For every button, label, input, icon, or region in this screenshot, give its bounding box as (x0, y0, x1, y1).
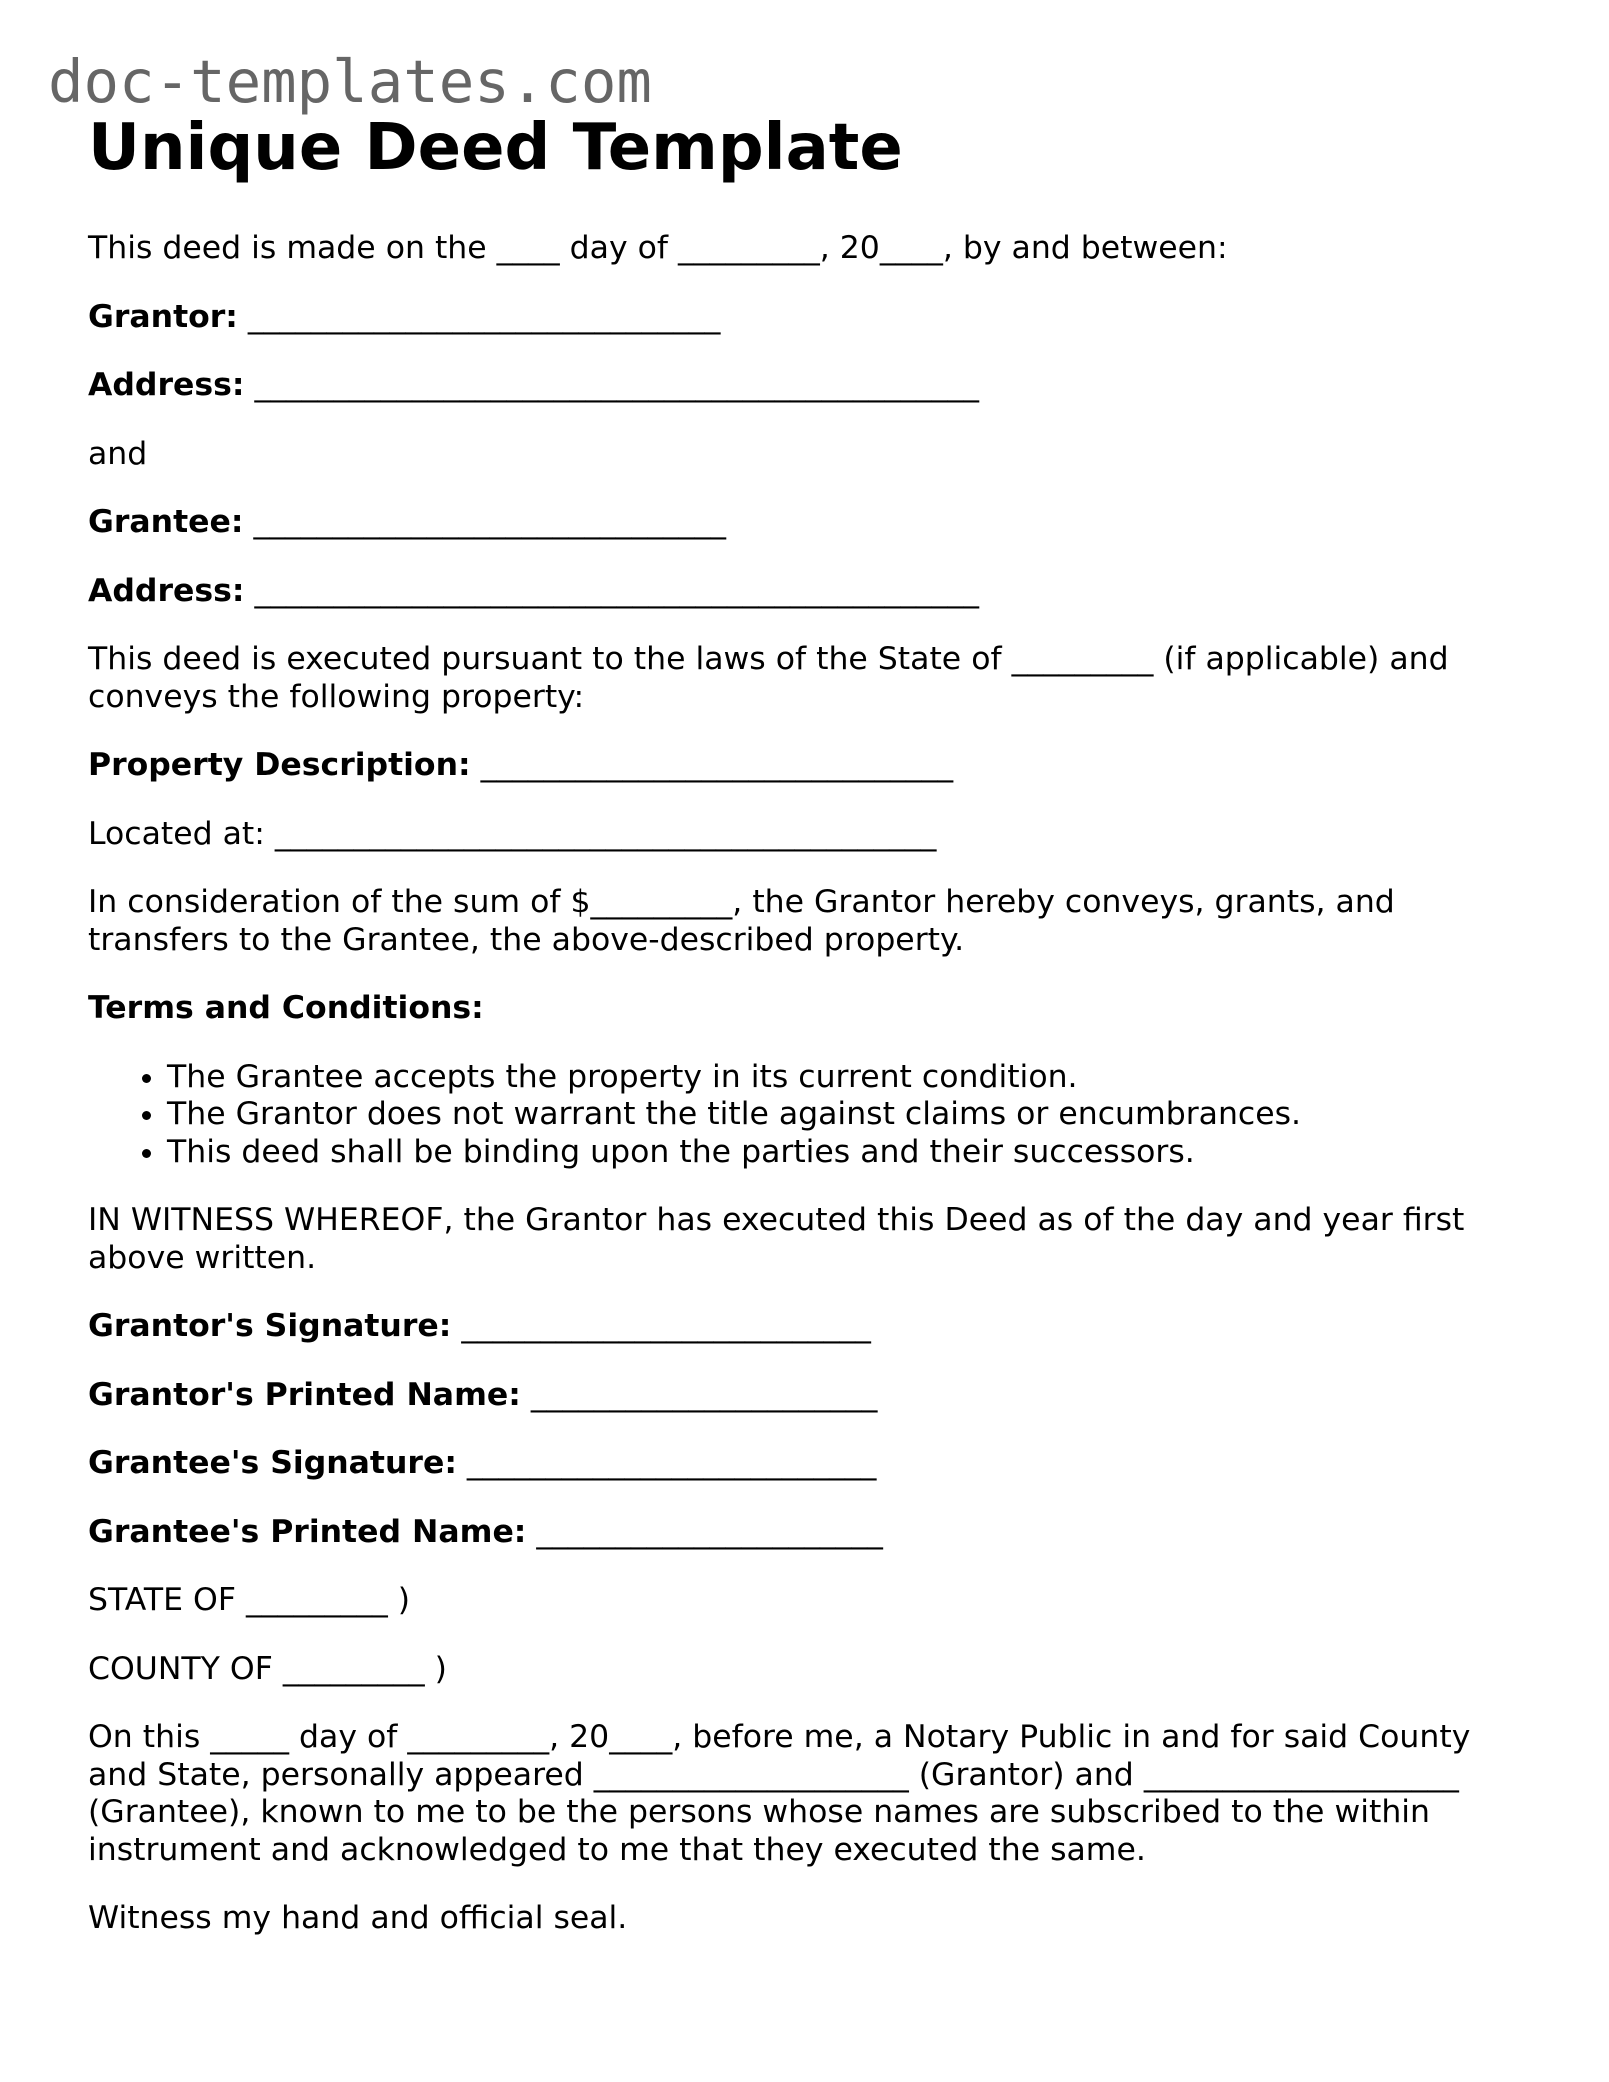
page-title: Unique Deed Template (88, 111, 903, 185)
watermark: doc-templates.com (48, 47, 652, 116)
terms-heading-label: Terms and Conditions: (88, 990, 484, 1026)
grantor-signature-label: Grantor's Signature: (88, 1308, 452, 1344)
terms-heading (88, 990, 1508, 1028)
laws-paragraph: This deed is executed pursuant to the laws of the State of _________ (if applicable) and conveys the following property: (88, 641, 1459, 715)
grantor-line (88, 299, 1508, 337)
list-item: • The Grantee accepts the property in its current condition. (167, 1059, 1508, 1097)
grantor-printed-name-label: Grantor's Printed Name: (88, 1376, 521, 1413)
grantee-printed-name-line (88, 1514, 1508, 1552)
witness-paragraph: IN WITNESS WHEREOF, the Grantor has executed this Deed as of the day and year first above written. (88, 1202, 1475, 1276)
seal-paragraph: Witness my hand and official seal. (88, 1900, 628, 1936)
property-description-label: Property Description: (88, 747, 471, 783)
state-of-line: STATE OF _________ ) (88, 1582, 411, 1618)
grantee-blank: ______________________________ (243, 504, 726, 540)
property-description-line (88, 747, 1508, 785)
located-at-line: Located at: __________________________________________ (88, 815, 937, 852)
grantor-address-blank: ______________________________________________ (244, 367, 979, 403)
document-body (88, 230, 1508, 1969)
list-item: • This deed shall be binding upon the parties and their successors. (167, 1134, 1508, 1172)
grantee-address-blank: ______________________________________________ (244, 572, 979, 609)
grantee-signature-line (88, 1445, 1508, 1483)
property-description-blank: ______________________________ (470, 747, 954, 783)
grantee-line (88, 504, 1508, 542)
grantee-printed-name-blank: ______________________ (526, 1513, 883, 1550)
grantee-label: Grantee: (88, 504, 244, 540)
grantee-address-line (88, 573, 1508, 611)
list-item: • The Grantor does not warrant the title against claims or encumbrances. (167, 1096, 1508, 1134)
terms-list (88, 1059, 1508, 1172)
grantor-signature-line (88, 1308, 1508, 1346)
intro-paragraph: This deed is made on the ____ day of _________, 20____, by and between: (88, 230, 1228, 266)
grantor-blank: ______________________________ (237, 298, 721, 335)
consideration-paragraph: In consideration of the sum of $_________, the Grantor hereby conveys, grants, and transfers to the Grantee, the above-described property. (88, 884, 1405, 958)
grantee-signature-label: Grantee's Signature: (88, 1445, 457, 1481)
grantee-address-label: Address: (88, 572, 245, 609)
grantee-printed-name-label: Grantee's Printed Name: (88, 1513, 527, 1550)
grantor-signature-blank: __________________________ (451, 1308, 871, 1344)
grantor-printed-name-blank: ______________________ (520, 1376, 878, 1413)
grantor-address-label: Address: (88, 367, 245, 403)
grantor-printed-name-line (88, 1377, 1508, 1415)
grantee-signature-blank: __________________________ (456, 1445, 877, 1481)
notary-paragraph: On this _____ day of _________, 20____, before me, a Notary Public in and for said County and State, personally appeared ____________________ (Grantor) and ____________________ (Grantee), known to me to be the persons whose names are subscribed to the within instrument and acknowledged to me that they executed the same. (88, 1719, 1481, 1868)
grantor-label: Grantor: (88, 298, 238, 335)
county-of-line: COUNTY OF _________ ) (88, 1650, 447, 1687)
and-text: and (88, 435, 148, 472)
grantor-address-line (88, 367, 1508, 405)
